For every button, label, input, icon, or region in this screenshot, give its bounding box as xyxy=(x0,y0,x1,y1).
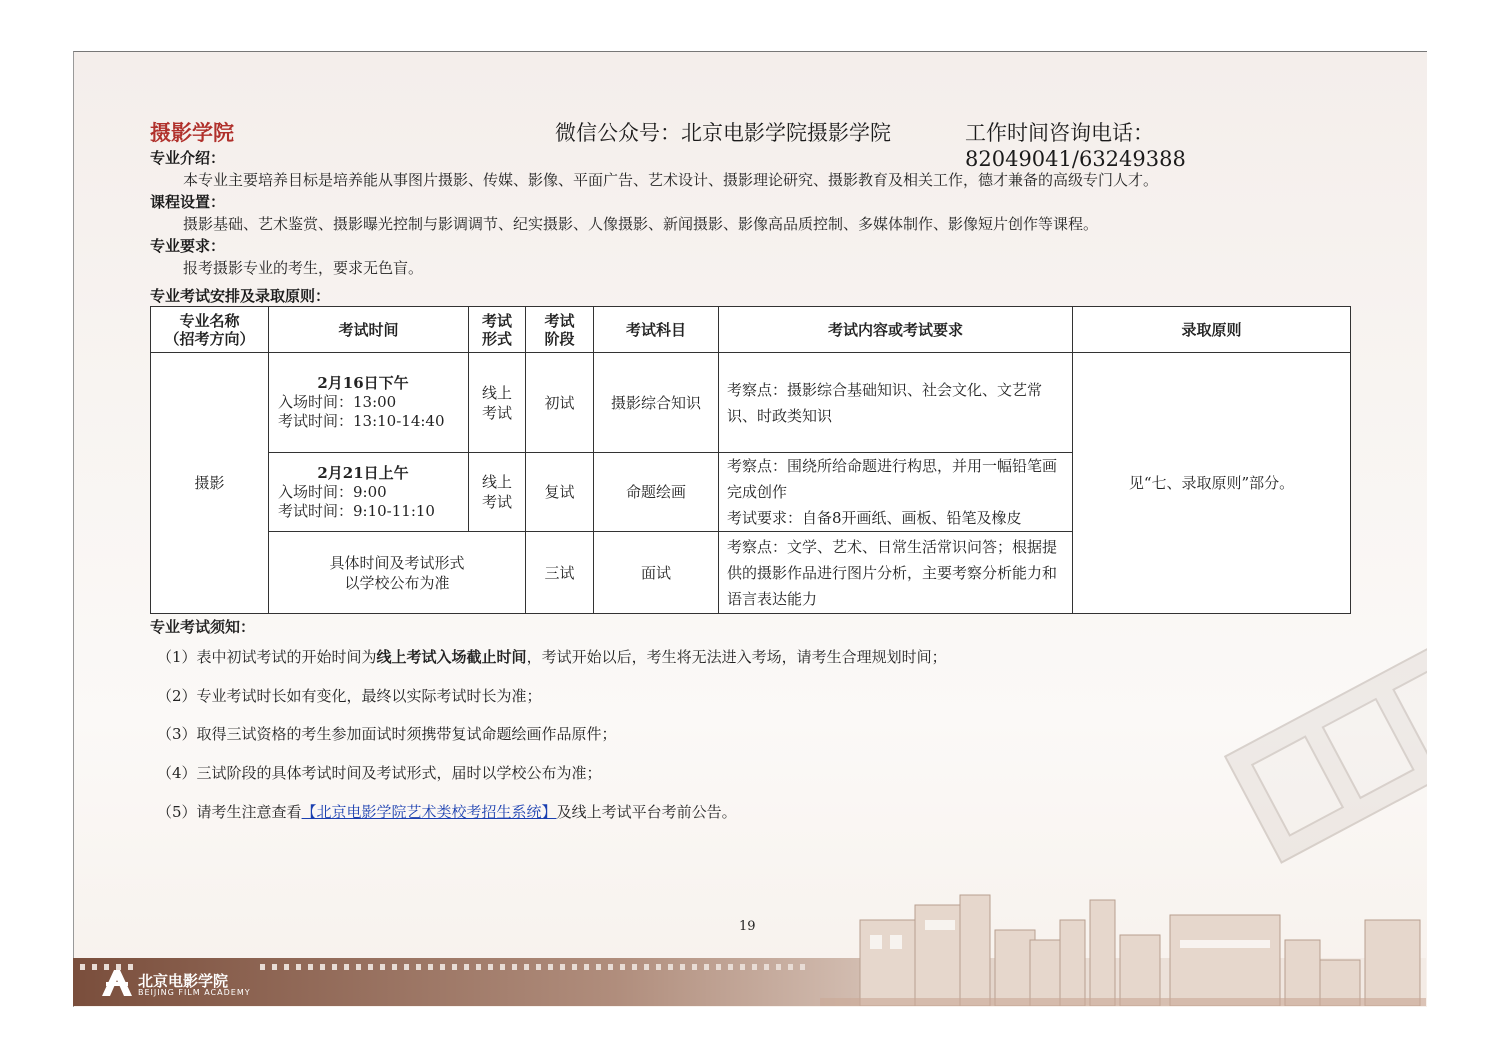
note-3: （3）取得三试资格的考生参加面试时须携带复试命题绘画作品原件； xyxy=(157,725,617,743)
page-number: 19 xyxy=(739,919,756,934)
time-cell: 2月21日上午 入场时间：9:00 考试时间：9:10-11:10 xyxy=(269,453,469,532)
schedule-heading: 专业考试安排及录取原则： xyxy=(150,287,331,305)
note-4: （4）三试阶段的具体考试时间及考试形式，届时以学校公布为准； xyxy=(157,764,602,782)
college-name: 摄影学院 xyxy=(150,120,234,145)
exam-schedule-table xyxy=(150,306,1351,614)
stage-cell: 初试 xyxy=(526,353,594,453)
wechat-account: 微信公众号：北京电影学院摄影学院 xyxy=(555,121,891,145)
subject-cell: 摄影综合知识 xyxy=(594,353,719,453)
form-cell: 线上 考试 xyxy=(469,453,526,532)
table-row xyxy=(151,353,1351,453)
content-cell: 考察点：摄影综合基础知识、社会文化、文艺常识、时政类知识 xyxy=(719,353,1073,453)
major-cell: 摄影 xyxy=(151,353,269,614)
notes-heading: 专业考试须知： xyxy=(150,618,256,636)
courses-text: 摄影基础、艺术鉴赏、摄影曝光控制与影调调节、纪实摄影、人像摄影、新闻摄影、影像高品质控制、多媒体制作、影像短片创作等课程。 xyxy=(183,215,1099,233)
admission-cell: 见“七、录取原则”部分。 xyxy=(1073,353,1351,614)
form-cell: 线上 考试 xyxy=(469,353,526,453)
header-subject: 考试科目 xyxy=(594,307,719,353)
requirements-text: 报考摄影专业的考生，要求无色盲。 xyxy=(183,259,424,277)
admission-system-link[interactable]: 【北京电影学院艺术类校考招生系统】 xyxy=(301,803,557,821)
logo-text-en: BEIJING FILM ACADEMY xyxy=(138,988,251,997)
academy-logo xyxy=(100,968,260,1000)
logo-mark-icon xyxy=(100,968,134,998)
note-5: （5）请考生注意查看【北京电影学院艺术类校考招生系统】及线上考试平台考前公告。 xyxy=(157,803,737,821)
note-2: （2）专业考试时长如有变化，最终以实际考试时长为准； xyxy=(157,687,542,705)
note-1: （1）表中初试考试的开始时间为线上考试入场截止时间，考试开始以后，考生将无法进入考场，请考生合理规划时间； xyxy=(157,648,947,666)
header-time: 考试时间 xyxy=(269,307,469,353)
header-content: 考试内容或考试要求 xyxy=(719,307,1073,353)
subject-cell: 面试 xyxy=(594,532,719,614)
stage-cell: 复试 xyxy=(526,453,594,532)
table-header-row xyxy=(151,307,1351,353)
film-strip-decoration xyxy=(1224,632,1427,892)
campus-skyline-illustration xyxy=(820,880,1426,1006)
intro-text: 本专业主要培养目标是培养能从事图片摄影、传媒、影像、平面广告、艺术设计、摄影理论研究、摄影教育及相关工作，德才兼备的高级专门人才。 xyxy=(183,171,1159,189)
stage-cell: 三试 xyxy=(526,532,594,614)
intro-heading: 专业介绍： xyxy=(150,149,226,167)
header-stage: 考试 阶段 xyxy=(526,307,594,353)
requirements-heading: 专业要求： xyxy=(150,237,226,255)
courses-heading: 课程设置： xyxy=(150,193,226,211)
content-cell: 考察点：围绕所给命题进行构思，并用一幅铅笔画完成创作 考试要求：自备8开画纸、画板、铅笔及橡皮 xyxy=(719,453,1073,532)
header-form: 考试 形式 xyxy=(469,307,526,353)
header-major: 专业名称 （招考方向） xyxy=(151,307,269,353)
content-cell: 考察点：文学、艺术、日常生活常识问答；根据提供的摄影作品进行图片分析，主要考察分析能力和语言表达能力 xyxy=(719,532,1073,614)
logo-text-cn: 北京电影学院 xyxy=(138,972,229,990)
time-cell: 2月16日下午 入场时间：13:00 考试时间：13:10-14:40 xyxy=(269,353,469,453)
time-cell: 具体时间及考试形式 以学校公布为准 xyxy=(269,532,526,614)
contact-phone: 工作时间咨询电话：82049041/63249388 xyxy=(965,121,1186,171)
header-admission: 录取原则 xyxy=(1073,307,1351,353)
subject-cell: 命题绘画 xyxy=(594,453,719,532)
